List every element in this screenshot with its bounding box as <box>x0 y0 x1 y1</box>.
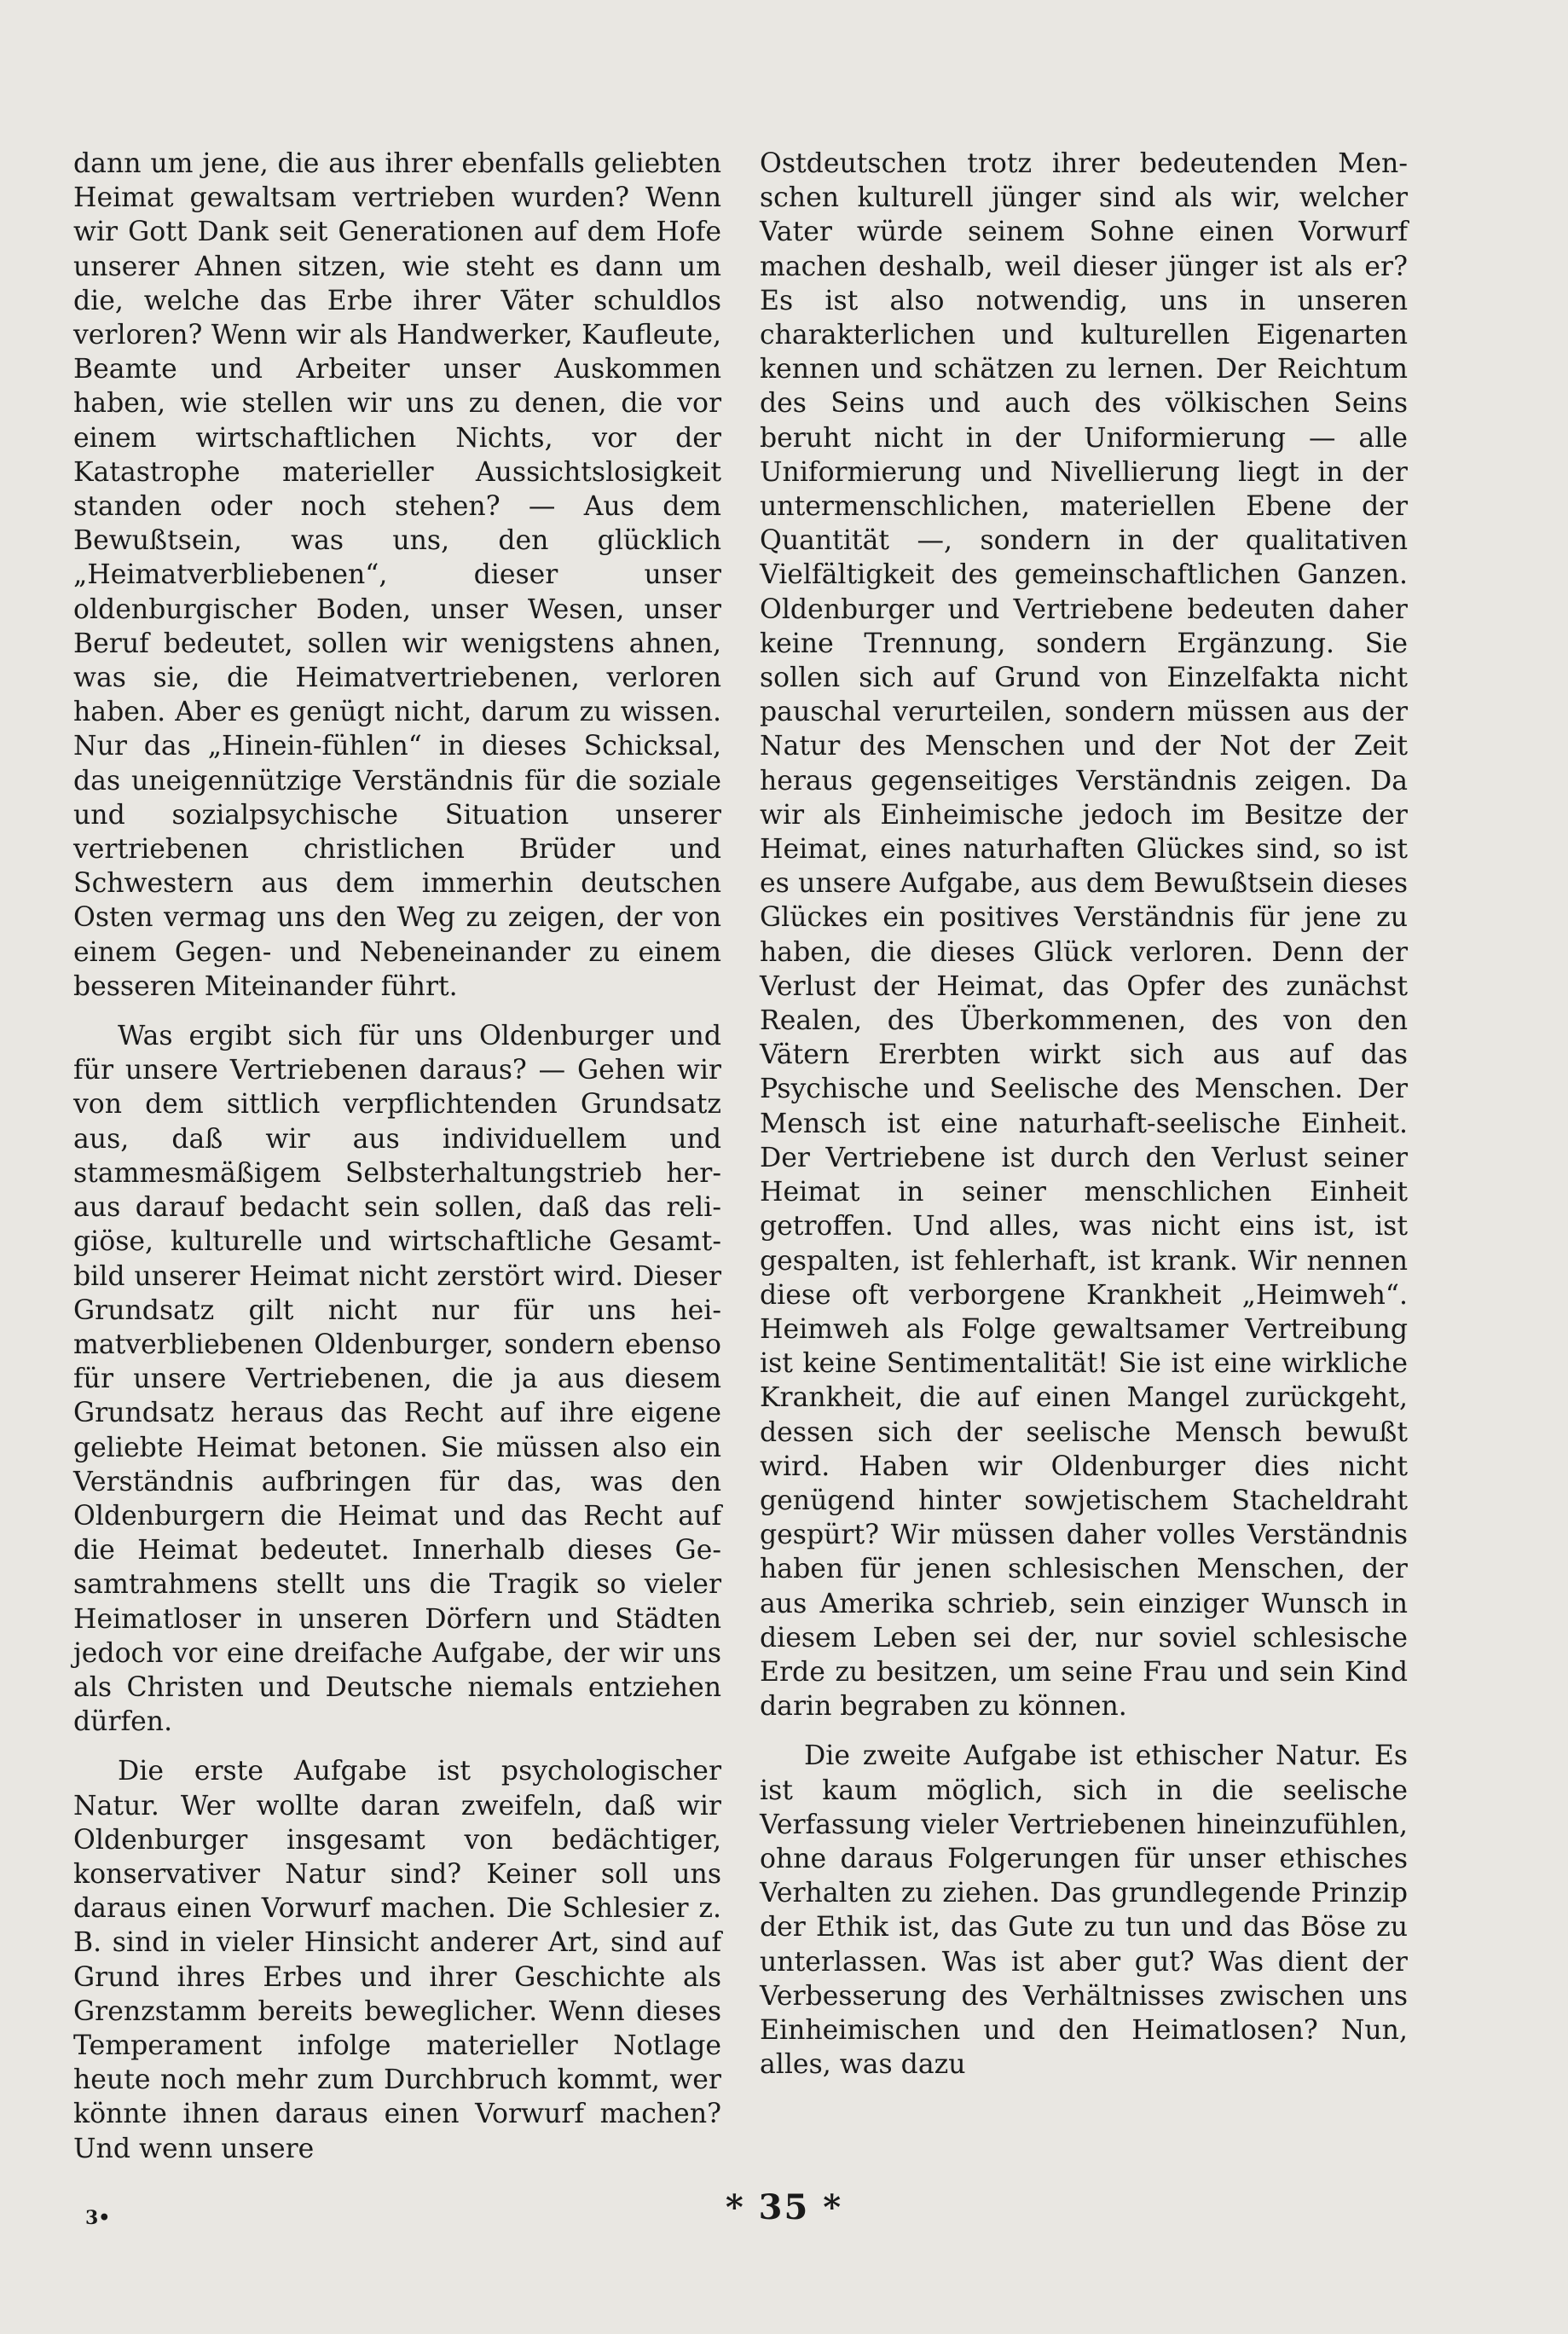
signature-mark: 3• <box>85 2207 111 2229</box>
left-column <box>73 147 721 2166</box>
page-number: * 35 * <box>725 2187 843 2227</box>
right-column <box>760 147 1408 2082</box>
paragraph: Ostdeutschen trotz ihrer bedeutenden Menschen kulturell jünger sind als wir, welcher Vater würde seinem Sohne einen Vorwurf machen deshalb, weil dieser jünger ist als er? Es ist also notwendig, uns in unseren charakterlichen und kulturellen Eigenarten kennen und schätzen zu lernen. Der Reichtum des Seins und auch des völkischen Seins beruht nicht in der Uniformierung — alle Uniformierung und Nivellierung liegt in der untermenschlichen, materiellen Ebene der Quantität —, sondern in der qualitativen Vielfältigkeit des gemeinschaftlichen Ganzen. Oldenburger und Vertriebene bedeuten daher keine Trennung, sondern Ergänzung. Sie sollen sich auf Grund von Einzelfakta nicht pauschal verurteilen, sondern müssen aus der Natur des Menschen und der Not der Zeit heraus gegenseitiges Verständnis zeigen. Da wir als Einheimische jedoch im Besitze der Heimat, eines naturhaften Glückes sind, so ist es unsere Aufgabe, aus dem Bewußtsein dieses Glückes ein positives Verständnis für jene zu haben, die dieses Glück verloren. Denn der Verlust der Heimat, das Opfer des zunächst Realen, des Überkommenen, des von den Vätern Ererbten wirkt sich aus auf das Psychische und Seelische des Menschen. Der Mensch ist eine naturhaft-seelische Einheit. Der Vertriebene ist durch den Verlust seiner Heimat in seiner menschlichen Einheit getroffen. Und alles, was nicht eins ist, ist gespalten, ist fehlerhaft, ist krank. Wir nennen diese oft verborgene Krankheit „Heimweh“. Heimweh als Folge gewaltsamer Vertreibung ist keine Sentimentalität! Sie ist eine wirkliche Krankheit, die auf einen Mangel zurückgeht, dessen sich der seelische Mensch bewußt wird. Haben wir Oldenburger dies nicht genügend hinter sowjetischem Stacheldraht gespürt? Wir müssen daher volles Verständnis haben für jenen schlesischen Menschen, der aus Amerika schrieb, sein einziger Wunsch in diesem Leben sei der, nur soviel schlesische Erde zu besitzen, um seine Frau und sein Kind darin begraben zu können. <box>760 148 1408 1723</box>
paragraph: Was ergibt sich für uns Oldenburger und für unsere Vertriebenen daraus? — Gehen wir von dem sittlich verpflichtenden Grundsatz aus, daß wir aus individuellem und stammesmäßigem Selbsterhaltungstrieb heraus darauf bedacht sein sollen, daß das religiöse, kulturelle und wirtschaftliche Gesamtbild unserer Heimat nicht zerstört wird. Dieser Grundsatz gilt nicht nur für uns heimatverbliebenen Oldenburger, sondern ebenso für unsere Vertriebenen, die ja aus diesem Grundsatz heraus das Recht auf ihre eigene geliebte Heimat betonen. Sie müssen also ein Verständnis aufbringen für das, was den Oldenburgern die Heimat und das Recht auf die Heimat bedeutet. Innerhalb dieses Gesamtrahmens stellt uns die Tragik so vieler Heimatloser in unseren Dörfern und Städten jedoch vor eine dreifache Aufgabe, der wir uns als Christen und Deutsche niemals entziehen dürfen. <box>73 1021 721 1738</box>
paragraph: Die erste Aufgabe ist psychologischer Natur. Wer wollte daran zweifeln, daß wir Oldenburger insgesamt von bedächtiger, konservativer Natur sind? Keiner soll uns daraus einen Vorwurf machen. Die Schlesier z. B. sind in vieler Hinsicht anderer Art, sind auf Grund ihres Erbes und ihrer Geschichte als Grenzstamm bereits beweglicher. Wenn dieses Temperament infolge materieller Notlage heute noch mehr zum Durchbruch kommt, wer könnte ihnen daraus einen Vorwurf machen? Und wenn unsere <box>73 1756 721 2164</box>
paragraph: Die zweite Aufgabe ist ethischer Natur. Es ist kaum möglich, sich in die seelische Verfassung vieler Vertriebenen hineinzufühlen, ohne daraus Folgerungen für unser ethisches Verhalten zu ziehen. Das grundlegende Prinzip der Ethik ist, das Gute zu tun und das Böse zu unterlassen. Was ist aber gut? Was dient der Verbesserung des Verhältnisses zwischen uns Einheimischen und den Heimatlosen? Nun, alles, was dazu <box>760 1740 1408 2081</box>
paragraph: dann um jene, die aus ihrer ebenfalls geliebten Heimat gewaltsam vertrieben wurden? Wenn wir Gott Dank seit Generationen auf dem Hofe unserer Ahnen sitzen, wie steht es dann um die, welche das Erbe ihrer Väter schuldlos verloren? Wenn wir als Handwerker, Kaufleute, Beamte und Arbeiter unser Auskommen haben, wie stellen wir uns zu denen, die vor einem wirtschaftlichen Nichts, vor der Katastrophe materieller Aussichtslosigkeit standen oder noch stehen? — Aus dem Bewußtsein, was uns, den glücklich „Heimatverbliebenen“, dieser unser oldenburgischer Boden, unser Wesen, unser Beruf bedeutet, sollen wir wenigstens ahnen, was sie, die Heimatvertriebenen, verloren haben. Aber es genügt nicht, darum zu wissen. Nur das „Hinein-fühlen“ in dieses Schicksal, das uneigennützige Verständnis für die soziale und sozialpsychische Situation unserer vertriebenen christlichen Brüder und Schwestern aus dem immerhin deutschen Osten vermag uns den Weg zu zeigen, der von einem Gegen- und Nebeneinander zu einem besseren Miteinander führt. <box>73 148 721 1002</box>
